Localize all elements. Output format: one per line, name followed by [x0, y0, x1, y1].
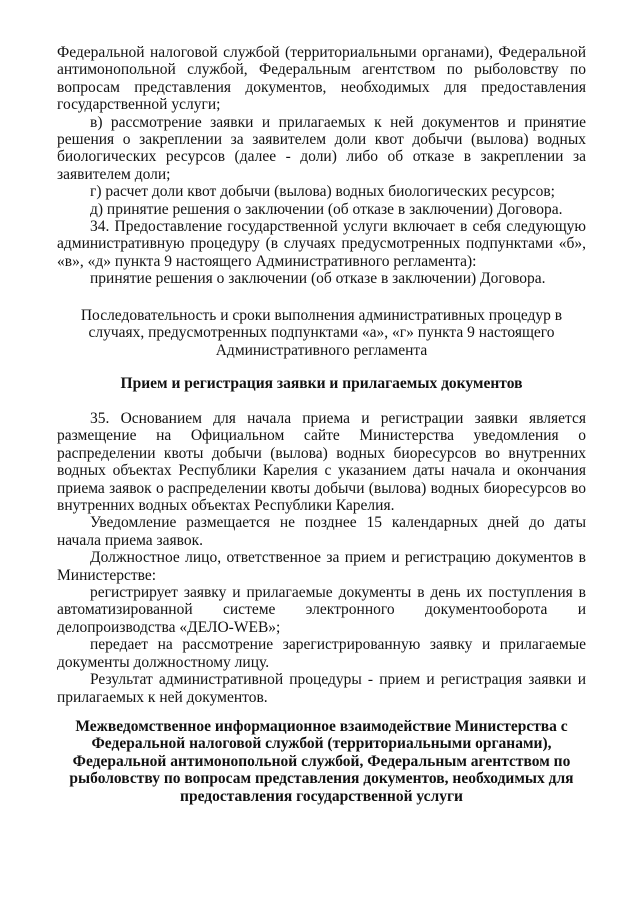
heading-sequence: Последовательность и сроки выполнения административных процедур в случаях, предусмотренных подпунктами «а», «г» пункта 9 настоящего Административного регламента: [80, 307, 563, 359]
paragraph-notice: Уведомление размещается не позднее 15 календарных дней до даты начала приема заявок.: [57, 514, 586, 549]
block-reception: [57, 410, 586, 706]
paragraph-transfers: передает на рассмотрение зарегистрированную заявку и прилагаемые документы должностному лицу.: [57, 636, 586, 671]
item-v: в) рассмотрение заявки и прилагаемых к ней документов и принятие решения о закреплении за заявителем доли квот добычи (вылова) водных биологических ресурсов (далее - доли) либо об отказе в закреплении за заявителем доли;: [57, 113, 586, 183]
paragraph-34: 34. Предоставление государственной услуги включает в себя следующую административную процедуру (в случаях предусмотренных подпунктами «б», «в», «д» пункта 9 настоящего Административного регламента):: [57, 218, 586, 270]
heading-reception: Прием и регистрация заявки и прилагаемых документов: [120, 375, 523, 392]
paragraph-result: Результат административной процедуры - прием и регистрация заявки и прилагаемых к ней документов.: [57, 671, 586, 706]
block-top: [57, 44, 586, 288]
block-sequence-heading: [57, 307, 586, 359]
block-interagency: [57, 718, 586, 805]
heading-interagency: Межведомственное информационное взаимодействие Министерства с Федеральной налоговой службой (территориальными органами), Федеральной антимонопольной службой, Федеральным агентством по рыболовству по вопросам представления документов, необходимых для предоставления государственной услуги: [69, 718, 574, 805]
paragraph-registers: регистрирует заявку и прилагаемые документы в день их поступления в автоматизированной системе электронного документооборота и делопроизводства «ДЕЛО-WEB»;: [57, 584, 586, 636]
intro-continuation: Федеральной налоговой службой (территориальными органами), Федеральной антимонопольной службой, Федеральным агентством по рыболовству по вопросам представления документов, необходимых для предоставления государственной услуги;: [57, 44, 586, 114]
block-reception-heading: [57, 375, 586, 392]
item-d: д) принятие решения о заключении (об отказе в заключении) Договора.: [90, 200, 563, 218]
paragraph-34-item: принятие решения о заключении (об отказе в заключении) Договора.: [90, 270, 546, 288]
item-g: г) расчет доли квот добычи (вылова) водных биологических ресурсов;: [90, 183, 555, 201]
paragraph-official: Должностное лицо, ответственное за прием и регистрацию документов в Министерстве:: [57, 549, 586, 584]
paragraph-35: 35. Основанием для начала приема и регистрации заявки является размещение на Официальном сайте Министерства уведомления о распределении квоты добычи (вылова) водных биоресурсов во внутренних водных объектах Республики Карелия с указанием даты начала и окончания приема заявок о распределении квоты добычи (вылова) водных биоресурсов во внутренних водных объектах Республики Карелия.: [57, 410, 586, 515]
